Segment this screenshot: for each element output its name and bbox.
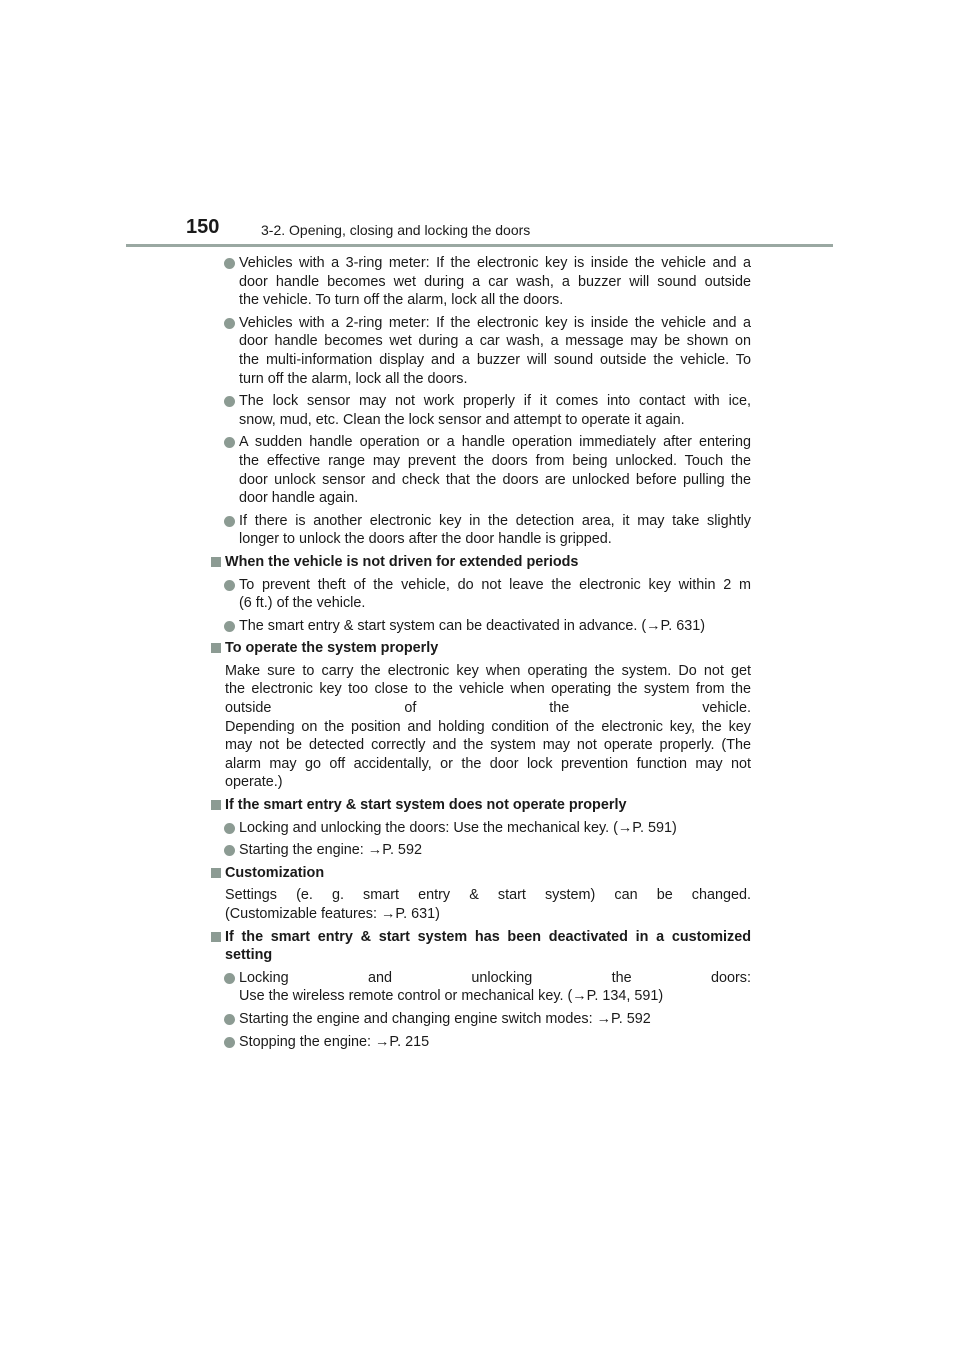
section-heading bbox=[211, 864, 751, 883]
page-content bbox=[211, 254, 751, 1055]
text-line: door handle becomes wet during a car wash, a message may be shown on bbox=[239, 333, 751, 350]
bullet-item bbox=[211, 841, 751, 860]
text-line: the vehicle. To turn off the alarm, lock all the doors. bbox=[239, 292, 564, 309]
text-line: the electronic key too close to the vehicle when operating the system from the bbox=[225, 681, 751, 698]
paragraph bbox=[211, 662, 751, 792]
text-line: door unlock sensor and check that the doors are unlocked before pulling the bbox=[239, 471, 751, 488]
text-line: The lock sensor may not work properly if it comes into contact with ice, bbox=[239, 393, 751, 410]
text-line: Stopping the engine: →P. 215 bbox=[239, 1033, 430, 1050]
text-line: turn off the alarm, lock all the doors. bbox=[239, 370, 468, 387]
bullet-dot-icon bbox=[224, 1014, 235, 1025]
bullet-dot-icon bbox=[224, 396, 235, 407]
bullet-dot-icon bbox=[224, 580, 235, 591]
text-line: operate.) bbox=[225, 774, 283, 791]
bullet-item bbox=[211, 433, 751, 507]
bullet-dot-icon bbox=[224, 845, 235, 856]
section-title: 3-2. Opening, closing and locking the doors bbox=[261, 222, 531, 238]
text-line: the effective range may prevent the doors from being unlocked. Touch the bbox=[239, 452, 751, 469]
bullet-dot-icon bbox=[224, 318, 235, 329]
heading-square-icon bbox=[211, 643, 221, 653]
text-line: alarm may go off accidentally, or the door lock prevention function may not bbox=[225, 755, 751, 772]
bullet-dot-icon bbox=[224, 258, 235, 269]
paragraph bbox=[211, 886, 751, 923]
bullet-item bbox=[211, 617, 751, 636]
header-rule bbox=[126, 244, 833, 247]
bullet-item bbox=[211, 1033, 751, 1052]
heading-square-icon bbox=[211, 557, 221, 567]
text-line: Starting the engine and changing engine switch modes: →P. 592 bbox=[239, 1010, 651, 1027]
bullet-dot-icon bbox=[224, 516, 235, 527]
text-line: Vehicles with a 3-ring meter: If the electronic key is inside the vehicle and a bbox=[239, 255, 751, 271]
bullet-dot-icon bbox=[224, 973, 235, 984]
section-heading bbox=[211, 639, 751, 658]
text-line: snow, mud, etc. Clean the lock sensor and attempt to operate it again. bbox=[239, 411, 685, 428]
text-line: Locking and unlocking the doors: Use the mechanical key. (→P. 591) bbox=[239, 819, 677, 836]
text-line: Use the wireless remote control or mechanical key. (→P. 134, 591) bbox=[239, 988, 664, 1005]
text-line: If the smart entry & start system does not operate properly bbox=[225, 797, 627, 814]
bullet-item bbox=[211, 512, 751, 549]
text-line: may not be detected correctly and the system may not operate properly. (The bbox=[225, 737, 751, 754]
bullet-dot-icon bbox=[224, 437, 235, 448]
text-line: When the vehicle is not driven for extended periods bbox=[225, 553, 579, 570]
text-line: longer to unlock the doors after the door handle is gripped. bbox=[239, 531, 612, 548]
text-line: A sudden handle operation or a handle operation immediately after entering bbox=[239, 434, 751, 451]
text-line: (6 ft.) of the vehicle. bbox=[239, 595, 366, 612]
bullet-item bbox=[211, 254, 751, 310]
bullet-dot-icon bbox=[224, 1037, 235, 1048]
section-heading bbox=[211, 553, 751, 572]
bullet-dot-icon bbox=[224, 621, 235, 632]
text-line: Settings (e. g. smart entry & start system) can be changed. bbox=[225, 887, 751, 904]
text-line: setting bbox=[225, 947, 273, 964]
bullet-dot-icon bbox=[224, 823, 235, 834]
text-line: The smart entry & start system can be deactivated in advance. (→P. 631) bbox=[239, 617, 706, 634]
section-heading bbox=[211, 796, 751, 815]
text-line: Locking and unlocking the doors: bbox=[239, 969, 751, 986]
text-line: Depending on the position and holding condition of the electronic key, the key bbox=[225, 718, 751, 735]
bullet-item bbox=[211, 576, 751, 613]
page-header bbox=[0, 214, 960, 250]
text-line: Starting the engine: →P. 592 bbox=[239, 842, 422, 859]
text-line: door handle again. bbox=[239, 490, 359, 507]
text-line: To operate the system properly bbox=[225, 640, 439, 657]
text-line: To prevent theft of the vehicle, do not leave the electronic key within 2 m bbox=[239, 576, 751, 593]
bullet-item bbox=[211, 392, 751, 429]
text-line: outside of the vehicle. bbox=[225, 700, 751, 717]
bullet-item bbox=[211, 969, 751, 1006]
text-line: Make sure to carry the electronic key when operating the system. Do not get bbox=[225, 662, 751, 679]
text-line: Vehicles with a 2-ring meter: If the electronic key is inside the vehicle and a bbox=[239, 314, 751, 331]
text-line: If there is another electronic key in the detection area, it may take slightly bbox=[239, 512, 751, 529]
bullet-item bbox=[211, 819, 751, 838]
heading-square-icon bbox=[211, 932, 221, 942]
text-line: door handle becomes wet during a car wash, a buzzer will sound outside bbox=[239, 273, 751, 290]
bullet-item bbox=[211, 1010, 751, 1029]
text-line: the multi-information display and a buzzer will sound outside the vehicle. To bbox=[239, 351, 751, 368]
text-line: If the smart entry & start system has been deactivated in a customized bbox=[225, 928, 751, 945]
bullet-item bbox=[211, 314, 751, 388]
text-line: (Customizable features: →P. 631) bbox=[225, 906, 440, 922]
section-heading bbox=[211, 928, 751, 965]
heading-square-icon bbox=[211, 868, 221, 878]
page-number: 150 bbox=[186, 216, 220, 238]
text-line: Customization bbox=[225, 864, 325, 881]
heading-square-icon bbox=[211, 800, 221, 810]
